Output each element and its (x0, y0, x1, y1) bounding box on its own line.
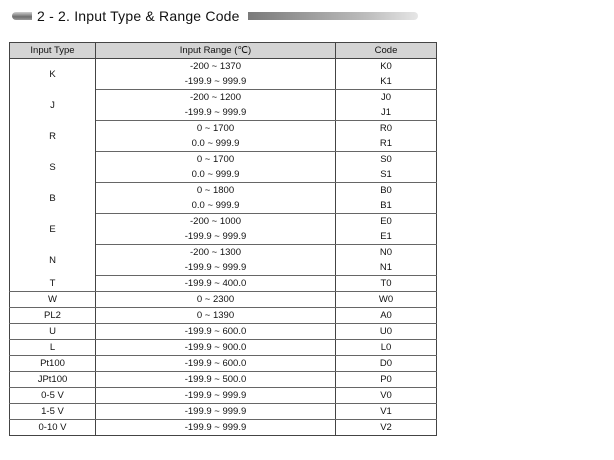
input-type-cell: Pt100 (10, 356, 96, 372)
code-cell: R0 (336, 121, 437, 137)
input-type-cell: J (10, 90, 96, 121)
code-cell: V0 (336, 388, 437, 404)
input-type-cell: 0-10 V (10, 420, 96, 436)
code-cell: N0 (336, 245, 437, 261)
input-range-cell: -199.9 ~ 999.9 (96, 388, 336, 404)
input-range-cell: 0 ~ 2300 (96, 292, 336, 308)
input-range-cell: -199.9 ~ 999.9 (96, 105, 336, 121)
code-cell: T0 (336, 276, 437, 292)
code-cell: R1 (336, 136, 437, 152)
input-type-cell: U (10, 324, 96, 340)
input-type-cell: S (10, 152, 96, 183)
table-row (10, 276, 437, 292)
table-row (10, 90, 437, 106)
section-title: 2 - 2. Input Type & Range Code (37, 8, 240, 24)
code-cell: V2 (336, 420, 437, 436)
table-row (10, 372, 437, 388)
input-range-cell: -199.9 ~ 600.0 (96, 324, 336, 340)
table-row (10, 59, 437, 75)
input-range-cell: -199.9 ~ 500.0 (96, 372, 336, 388)
table-row (10, 245, 437, 261)
input-range-cell: -200 ~ 1300 (96, 245, 336, 261)
code-cell: S0 (336, 152, 437, 168)
table-row (10, 404, 437, 420)
code-cell: L0 (336, 340, 437, 356)
code-cell: J1 (336, 105, 437, 121)
table-row (10, 340, 437, 356)
input-range-cell: 0 ~ 1390 (96, 308, 336, 324)
input-type-cell: T (10, 276, 96, 292)
table-row (10, 214, 437, 230)
input-type-cell: E (10, 214, 96, 245)
input-type-cell: PL2 (10, 308, 96, 324)
input-range-cell: -199.9 ~ 999.9 (96, 260, 336, 276)
code-cell: D0 (336, 356, 437, 372)
table-row (10, 308, 437, 324)
table-header-row (10, 43, 437, 59)
table-row (10, 152, 437, 168)
code-cell: E1 (336, 229, 437, 245)
code-cell: J0 (336, 90, 437, 106)
table-row (10, 356, 437, 372)
code-cell: W0 (336, 292, 437, 308)
heading-bar-left (12, 12, 32, 20)
code-cell: V1 (336, 404, 437, 420)
input-range-cell: -200 ~ 1370 (96, 59, 336, 75)
code-cell: U0 (336, 324, 437, 340)
input-range-cell: 0.0 ~ 999.9 (96, 167, 336, 183)
table-body (10, 59, 437, 436)
input-type-cell: 1-5 V (10, 404, 96, 420)
header-input-range: Input Range (℃) (96, 43, 336, 59)
input-range-table (9, 42, 437, 436)
code-cell: K1 (336, 74, 437, 90)
code-cell: B0 (336, 183, 437, 199)
input-range-cell: -199.9 ~ 400.0 (96, 276, 336, 292)
code-cell: B1 (336, 198, 437, 214)
input-range-cell: 0 ~ 1800 (96, 183, 336, 199)
code-cell: A0 (336, 308, 437, 324)
header-input-type: Input Type (10, 43, 96, 59)
input-range-cell: -199.9 ~ 999.9 (96, 404, 336, 420)
input-range-cell: -199.9 ~ 999.9 (96, 229, 336, 245)
table-row (10, 420, 437, 436)
table-row (10, 183, 437, 199)
code-cell: P0 (336, 372, 437, 388)
section-heading (12, 7, 418, 25)
code-cell: K0 (336, 59, 437, 75)
input-type-cell: W (10, 292, 96, 308)
input-range-cell: 0 ~ 1700 (96, 152, 336, 168)
table-row (10, 388, 437, 404)
input-type-cell: K (10, 59, 96, 90)
input-range-cell: -199.9 ~ 999.9 (96, 420, 336, 436)
input-range-cell: 0.0 ~ 999.9 (96, 198, 336, 214)
input-range-cell: -200 ~ 1000 (96, 214, 336, 230)
input-range-cell: 0.0 ~ 999.9 (96, 136, 336, 152)
input-type-cell: 0-5 V (10, 388, 96, 404)
table-row (10, 324, 437, 340)
input-type-cell: R (10, 121, 96, 152)
input-range-cell: 0 ~ 1700 (96, 121, 336, 137)
heading-bar-right (248, 12, 418, 20)
header-code: Code (336, 43, 437, 59)
code-cell: S1 (336, 167, 437, 183)
code-cell: N1 (336, 260, 437, 276)
input-range-cell: -199.9 ~ 900.0 (96, 340, 336, 356)
code-cell: E0 (336, 214, 437, 230)
input-type-cell: N (10, 245, 96, 276)
input-type-cell: JPt100 (10, 372, 96, 388)
input-type-cell: B (10, 183, 96, 214)
input-type-cell: L (10, 340, 96, 356)
input-range-cell: -200 ~ 1200 (96, 90, 336, 106)
input-range-cell: -199.9 ~ 999.9 (96, 74, 336, 90)
table-row (10, 292, 437, 308)
input-range-cell: -199.9 ~ 600.0 (96, 356, 336, 372)
table-row (10, 121, 437, 137)
